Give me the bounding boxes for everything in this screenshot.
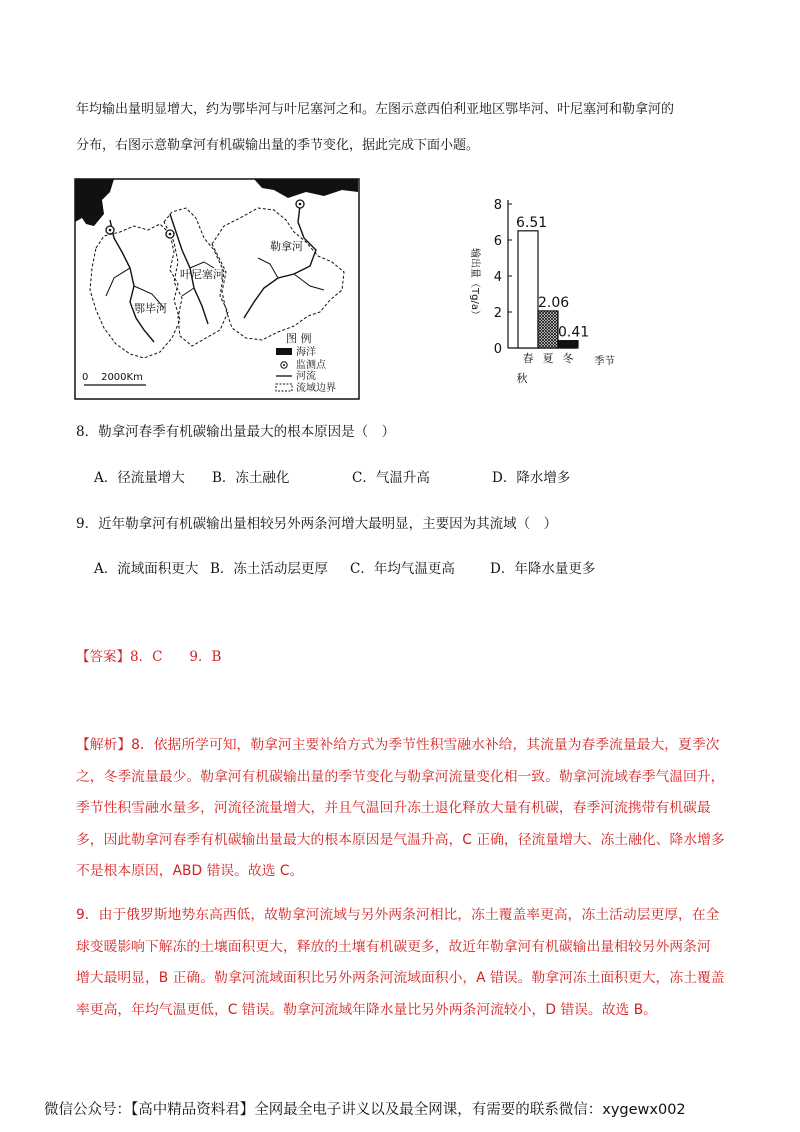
- question-8-option-b: B．冻土融化: [212, 470, 290, 486]
- question-9-stem: 9．近年勒拿河有机碳输出量相较另外两条河增大最明显，主要因为其流域（ ）: [76, 516, 558, 532]
- footer-wechat-note: 微信公众号：【高中精品资料君】全网最全电子讲义以及最全网课，有需要的联系微信：xygewx002: [44, 1102, 686, 1118]
- question-8-option-d: D．降水增多: [492, 470, 571, 486]
- analysis-8-line: 【解析】8．依据所学可知，勒拿河主要补给方式为季节性积雪融水补给，其流量为春季流量最大，夏季次: [76, 737, 720, 753]
- question-9-option-a: A．流域面积更大: [94, 561, 199, 577]
- legend-boundary-label: 流域边界: [296, 383, 336, 394]
- analysis-8-line: 季节性积雪融水量多，河流径流量增大，并且气温回升冻土退化释放大量有机碳，春季河流携带有机碳最: [76, 800, 711, 816]
- analysis-8-line: 多，因此勒拿河春季有机碳输出量最大的根本原因是气温升高，C 正确，径流量增大、冻土融化、降水增多: [76, 831, 725, 848]
- organic-carbon-bar-chart: [462, 196, 632, 386]
- category-label: 夏: [542, 352, 554, 365]
- analysis-8: [76, 730, 728, 888]
- label-yenisei: 叶尼塞河: [180, 268, 224, 281]
- category-label: 冬: [562, 352, 574, 365]
- bar-value-label: 2.06: [538, 294, 570, 311]
- analysis-9: [76, 900, 728, 1026]
- question-8-option-a: A．径流量增大: [94, 470, 185, 486]
- bar-1: [518, 231, 538, 348]
- y-tick-label: 8: [493, 198, 502, 213]
- scale-label: 0 2000Km: [82, 372, 143, 383]
- y-axis-label: 输出量（Tg/a）: [469, 248, 480, 320]
- question-9-option-b: B．冻土活动层更厚: [210, 561, 328, 577]
- y-tick-label: 4: [493, 270, 502, 285]
- question-8-option-c: C．气温升高: [352, 470, 430, 486]
- analysis-9-line: 增大最明显，B 正确。勒拿河流域面积比另外两条河流域面积小，A 错误。勒拿河冻土面积更大，冻土覆盖: [76, 970, 725, 986]
- label-lena: 勒拿河: [270, 240, 303, 253]
- y-tick-label: 2: [493, 306, 502, 321]
- analysis-8-line: 不是根本原因，ABD 错误。故选 C。: [76, 863, 304, 879]
- legend-title: 图 例: [286, 332, 312, 345]
- siberia-river-map: [74, 178, 360, 400]
- analysis-9-line: 球变暖影响下解冻的土壤面积更大，释放的土壤有机碳更多，故近年勒拿河有机碳输出量相较另外两条河: [76, 938, 711, 955]
- question-9-option-c: C．年均气温更高: [350, 561, 455, 577]
- category-label: 春: [522, 352, 534, 365]
- x-axis-label: 季节: [594, 355, 615, 367]
- question-9-option-d: D．年降水量更多: [490, 561, 596, 577]
- analysis-9-line: 率更高，年均气温更低，C 错误。勒拿河流域年降水量比另外两条河流较小，D 错误。故选 B。: [76, 1001, 657, 1018]
- legend-ocean-swatch: [276, 348, 292, 355]
- autumn-label: 秋: [516, 372, 528, 385]
- bar-value-label: 6.51: [516, 214, 548, 231]
- bar-value-label: 0.41: [558, 324, 590, 341]
- intro-paragraph: [76, 92, 726, 164]
- monitoring-point: [109, 229, 112, 232]
- analysis-9-line: 9．由于俄罗斯地势东高西低，故勒拿河流域与另外两条河相比，冻土覆盖率更高，冻土活动层更厚，在全: [76, 907, 720, 923]
- analysis-8-line: 之，冬季流量最少。勒拿河有机碳输出量的季节变化与勒拿河流量变化相一致。勒拿河流域春季气温回升，: [76, 768, 725, 785]
- answer-line: 【答案】8．C 9．B: [76, 649, 222, 665]
- monitoring-point: [169, 233, 172, 236]
- legend-monitoring-label: 监测点: [296, 360, 326, 371]
- legend-ocean-label: 海洋: [296, 347, 316, 358]
- legend-river-label: 河流: [296, 371, 316, 382]
- y-tick-label: 6: [493, 234, 502, 249]
- intro-line-2: 分布，右图示意勒拿河有机碳输出量的季节变化，据此完成下面小题。: [76, 138, 480, 153]
- label-ob: 鄂毕河: [134, 302, 167, 315]
- question-8-stem: 8．勒拿河春季有机碳输出量最大的根本原因是（ ）: [76, 424, 396, 440]
- bar-2: [538, 311, 558, 348]
- intro-line-1: 年均输出量明显增大，约为鄂毕河与叶尼塞河之和。左图示意西伯利亚地区鄂毕河、叶尼塞河和勒拿河的: [76, 102, 675, 117]
- y-tick-label: 0: [493, 342, 502, 357]
- bar-3: [558, 341, 578, 348]
- monitoring-point: [299, 203, 302, 206]
